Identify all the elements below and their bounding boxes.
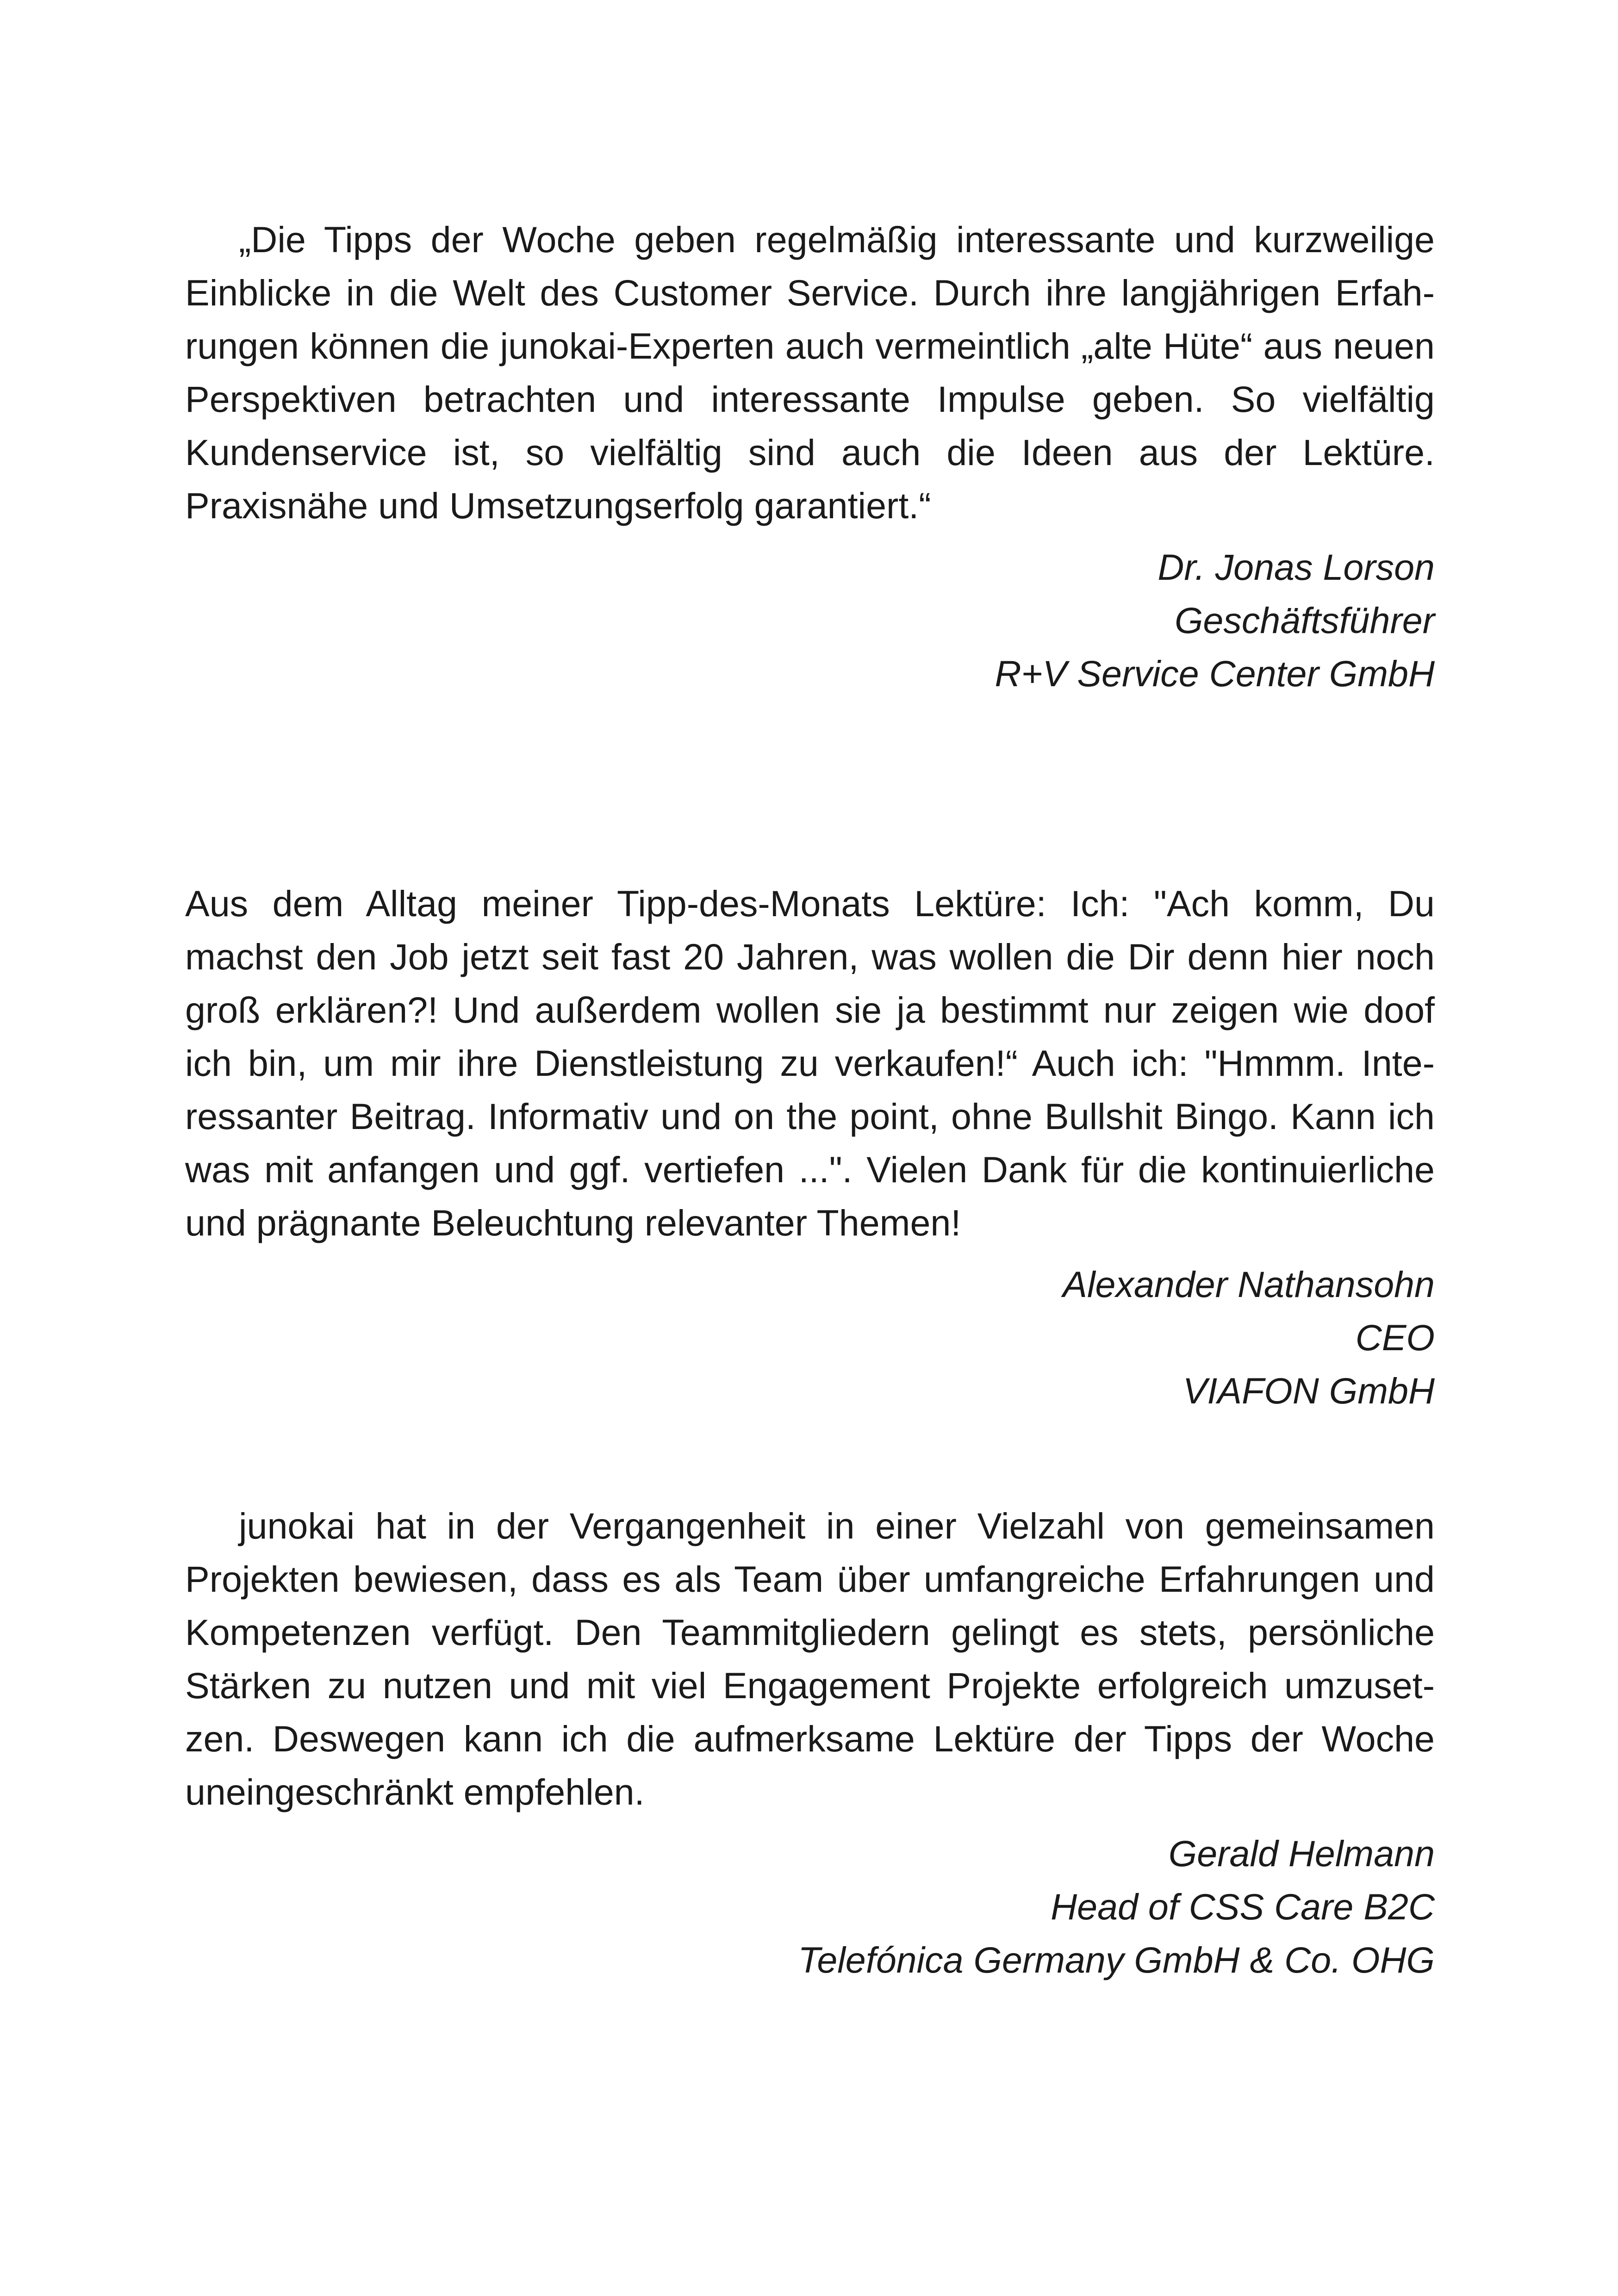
author-company: VIAFON GmbH [1182, 1370, 1435, 1411]
author-role: Head of CSS Care B2C [1051, 1886, 1435, 1927]
testimonial-quote: junokai hat in der Vergangenheit in einer Vielzahl von gemeinsamen Projekten bewiesen, dass es als Team über umfangreiche Erfahrungen und Kompetenzen verfügt. Den Teammitgliedern gelingt es stets, persönliche Stärken zu nutzen und mit viel Engagement Projekte erfolgreich umzusetzen. Deswegen kann ich die aufmerksame Lektüre der Tipps der Woche uneingeschränkt empfehlen. [185, 1505, 1435, 1812]
testimonial-attribution [185, 1258, 1435, 1417]
testimonial-quote: „Die Tipps der Woche geben regelmäßig interessante und kurzweilige Einblicke in die Welt des Customer Service. Durch ihre langjährigen Erfahrungen können die junokai-Experten auch vermeintlich „alte Hüte“ aus neuen Perspektiven betrachten und interessante Impulse geben. So vielfältig Kundenservice ist, so vielfältig sind auch die Ideen aus der Lektüre. Praxisnähe und Umsetzungserfolg garantiert.“ [185, 219, 1435, 526]
author-role: Geschäftsführer [1174, 600, 1435, 641]
testimonial-helmann [185, 1499, 1435, 1986]
testimonial-nathansohn [185, 877, 1435, 1417]
author-name: Dr. Jonas Lorson [1157, 546, 1435, 588]
author-name: Alexander Nathansohn [1063, 1264, 1435, 1305]
testimonial-attribution [185, 1827, 1435, 1986]
testimonial-quote: Aus dem Alltag meiner Tipp-des-Monats Lektüre: Ich: "Ach komm, Du machst den Job jetzt seit fast 20 Jahren, was wollen die Dir denn hier noch groß erklären?! Und außerdem wollen sie ja bestimmt nur zeigen wie doof ich bin, um mir ihre Dienstleistung zu verkaufen!“ Auch ich: "Hmmm. Interessanter Beitrag. Informativ und on the point, ohne Bullshit Bingo. Kann ich was mit anfangen und ggf. vertiefen ...". Vielen Dank für die kontinuierliche und prägnante Beleuchtung relevanter Themen! [185, 883, 1435, 1243]
author-company: R+V Service Center GmbH [995, 653, 1435, 694]
author-company: Telefónica Germany GmbH & Co. OHG [798, 1939, 1435, 1980]
testimonial-attribution [185, 540, 1435, 700]
author-role: CEO [1355, 1317, 1435, 1358]
author-name: Gerald Helmann [1168, 1833, 1435, 1874]
testimonial-lorson [185, 213, 1435, 700]
